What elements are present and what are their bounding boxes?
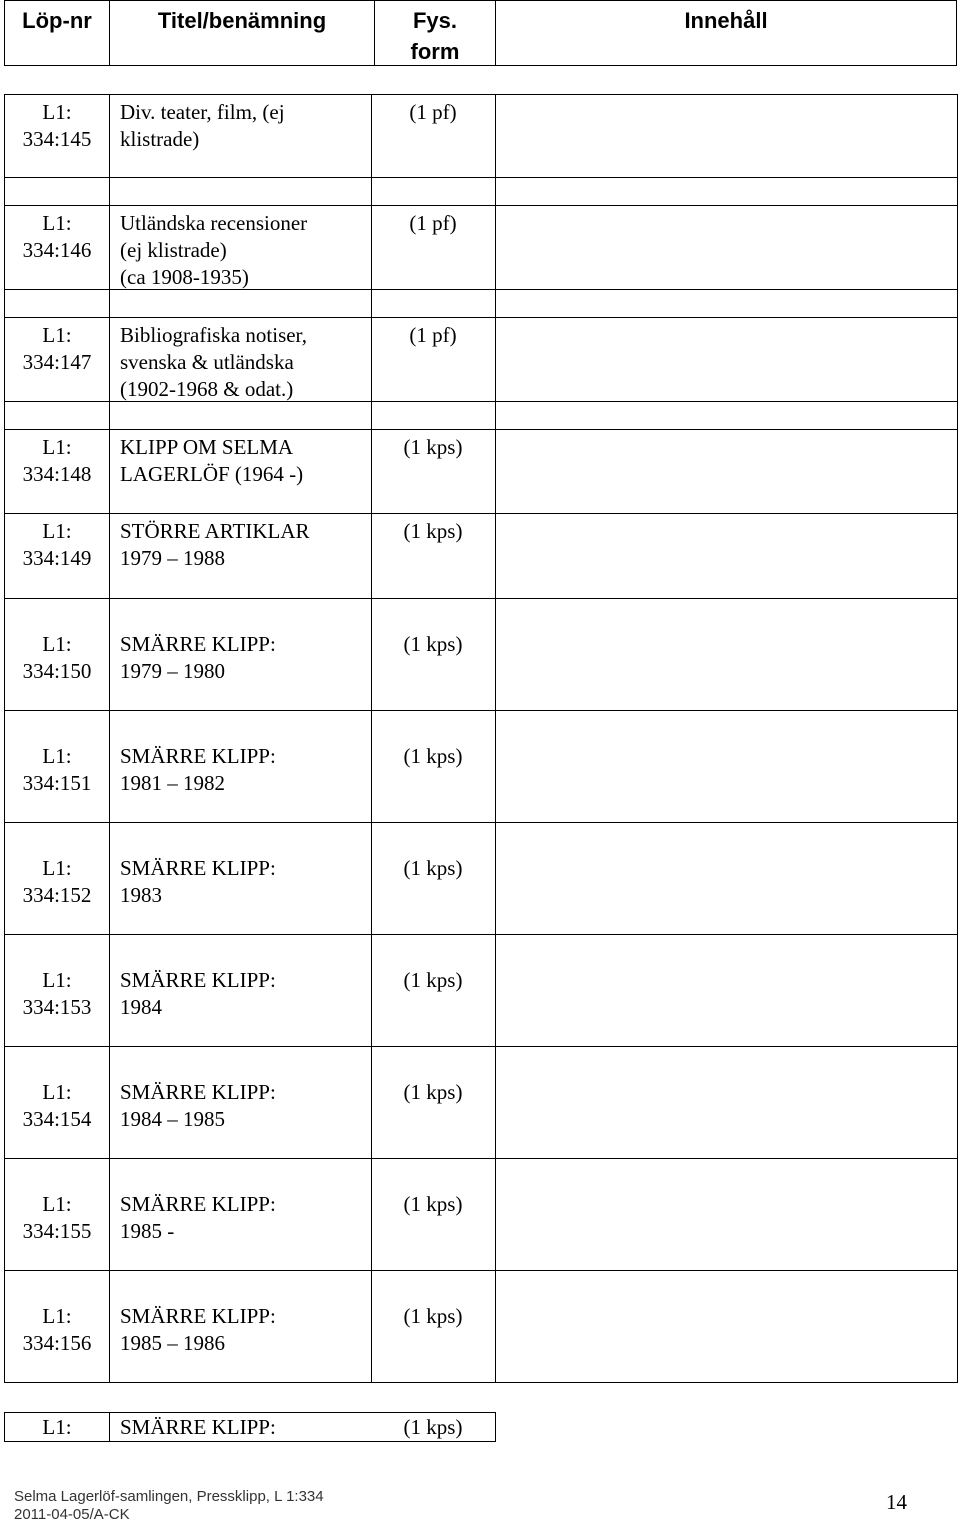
row-form: (1 pf) xyxy=(409,100,457,124)
row-title: SMÄRRE KLIPP: 1979 – 1980 xyxy=(120,632,276,683)
table-row xyxy=(4,206,958,290)
row-number: L1: 334:155 xyxy=(22,1192,92,1243)
header-fysform-line2: form xyxy=(410,39,460,64)
table-row xyxy=(4,318,958,402)
row-form: (1 pf) xyxy=(409,211,457,235)
table-row-spacer xyxy=(4,178,958,206)
row-number: L1: 334:156 xyxy=(22,1304,92,1355)
table-row-partial xyxy=(4,1412,496,1442)
row-form: (1 kps) xyxy=(403,1415,463,1439)
row-number: L1: 334:149 xyxy=(22,519,92,570)
row-number: L1: 334:145 xyxy=(22,100,92,151)
row-title: Bibliografiska notiser, svenska & utländska (1902-1968 & odat.) xyxy=(120,323,307,401)
row-title: SMÄRRE KLIPP: 1984 xyxy=(120,968,276,1019)
row-title: SMÄRRE KLIPP: 1985 - xyxy=(120,1192,276,1243)
row-title: STÖRRE ARTIKLAR 1979 – 1988 xyxy=(120,519,310,570)
row-form: (1 kps) xyxy=(403,1304,463,1328)
table-row-spacer xyxy=(4,402,958,430)
page-number: 14 xyxy=(886,1490,907,1514)
header-lopnr: Löp-nr xyxy=(22,8,92,33)
header-fysform xyxy=(375,1,495,65)
row-number: L1: xyxy=(42,1415,72,1439)
table-row xyxy=(4,711,958,823)
row-number: L1: 334:152 xyxy=(22,856,92,907)
row-form: (1 kps) xyxy=(403,968,463,992)
row-number: L1: 334:154 xyxy=(22,1080,92,1131)
row-form: (1 kps) xyxy=(403,435,463,459)
row-form: (1 kps) xyxy=(403,519,463,543)
row-title: SMÄRRE KLIPP: xyxy=(120,1415,276,1439)
table-row xyxy=(4,94,958,178)
row-form: (1 kps) xyxy=(403,856,463,880)
row-form: (1 pf) xyxy=(409,323,457,347)
row-number: L1: 334:150 xyxy=(22,632,92,683)
row-form: (1 kps) xyxy=(403,1080,463,1104)
table-row xyxy=(4,514,958,599)
row-number: L1: 334:148 xyxy=(22,435,92,486)
row-title: Div. teater, film, (ej klistrade) xyxy=(120,100,285,151)
table-row xyxy=(4,1159,958,1271)
row-form: (1 kps) xyxy=(403,632,463,656)
row-title: SMÄRRE KLIPP: 1984 – 1985 xyxy=(120,1080,276,1131)
table-row-spacer xyxy=(4,290,958,318)
row-title: Utländska recensioner (ej klistrade) (ca 1908-1935) xyxy=(120,211,308,289)
row-title: KLIPP OM SELMA LAGERLÖF (1964 -) xyxy=(120,435,304,486)
row-number: L1: 334:153 xyxy=(22,968,92,1019)
table-row xyxy=(4,1271,958,1383)
row-title: SMÄRRE KLIPP: 1985 – 1986 xyxy=(120,1304,276,1355)
table-row xyxy=(4,823,958,935)
table-header xyxy=(4,0,957,66)
header-fysform-line1: Fys. xyxy=(412,8,458,33)
page-footer xyxy=(14,1488,324,1524)
header-innehall: Innehåll xyxy=(684,8,768,33)
table-row xyxy=(4,1047,958,1159)
table-row xyxy=(4,935,958,1047)
header-titel: Titel/benämning xyxy=(157,8,327,33)
row-number: L1: 334:147 xyxy=(22,323,92,374)
row-form: (1 kps) xyxy=(403,1192,463,1216)
footer-collection: Selma Lagerlöf-samlingen, Pressklipp, L 1:334 xyxy=(14,1488,324,1505)
table-row xyxy=(4,430,958,514)
row-number: L1: 334:151 xyxy=(22,744,92,795)
row-title: SMÄRRE KLIPP: 1983 xyxy=(120,856,276,907)
row-title: SMÄRRE KLIPP: 1981 – 1982 xyxy=(120,744,276,795)
catalog-table xyxy=(4,94,958,1383)
row-form: (1 kps) xyxy=(403,744,463,768)
footer-date: 2011-04-05/A-CK xyxy=(14,1506,130,1523)
table-row xyxy=(4,599,958,711)
row-number: L1: 334:146 xyxy=(22,211,92,262)
